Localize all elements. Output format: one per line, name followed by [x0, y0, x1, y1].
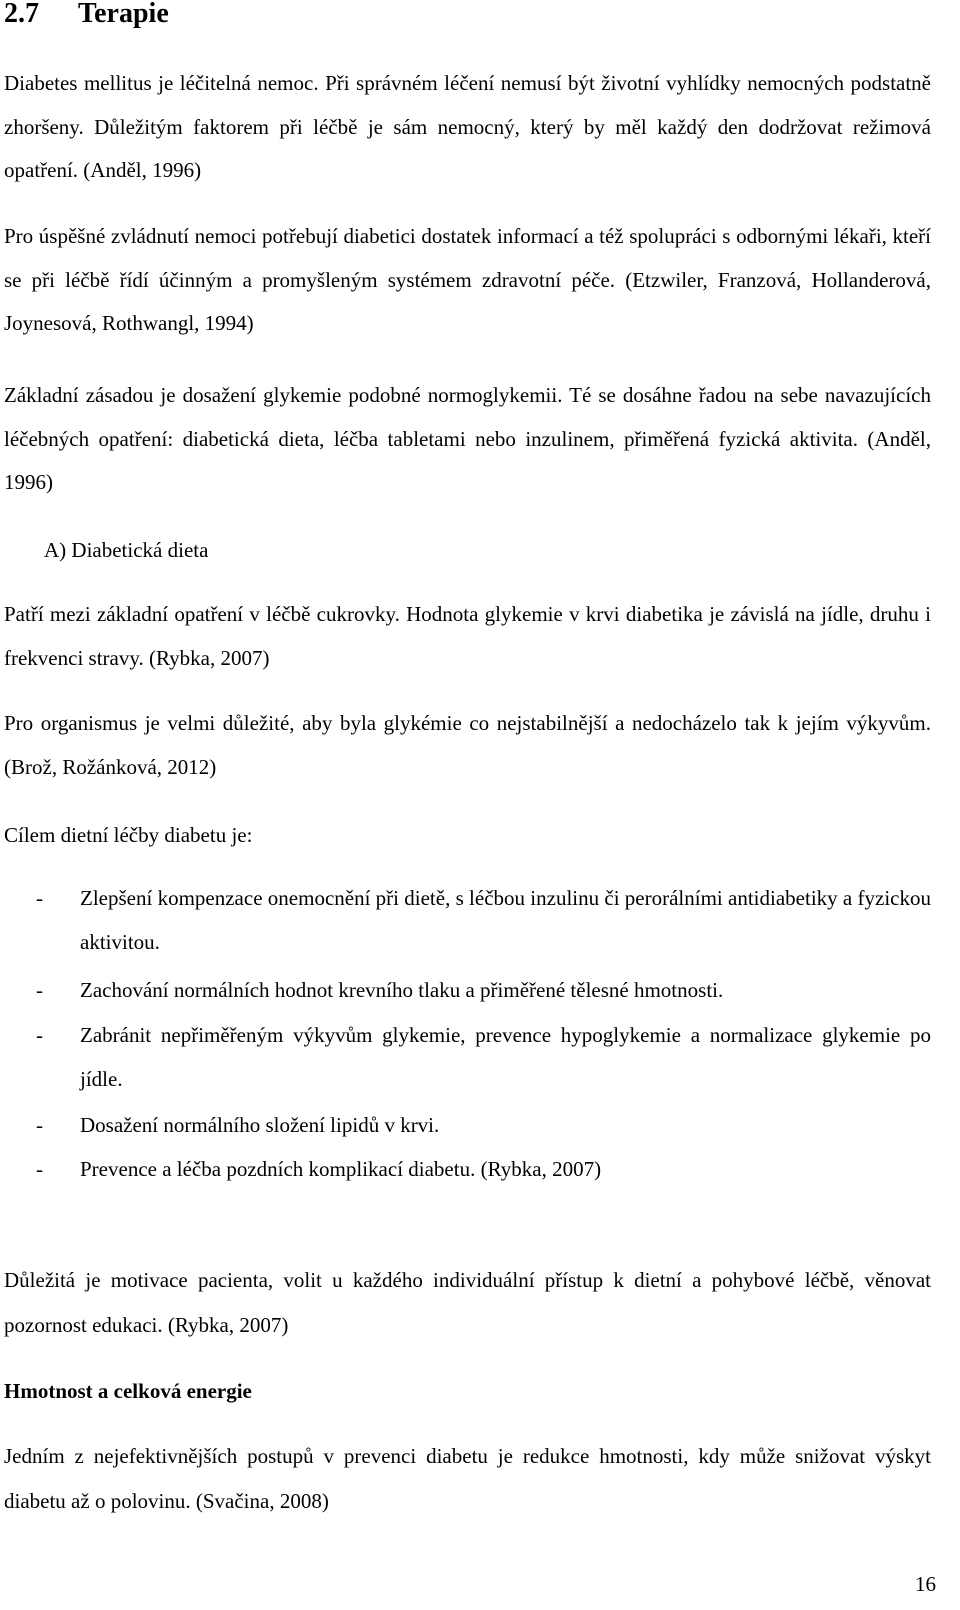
- list-dash: -: [36, 1113, 43, 1137]
- subheading-weight-energy: Hmotnost a celková energie: [4, 1379, 252, 1403]
- list-dash: -: [36, 1157, 43, 1181]
- list-item-text: Dosažení normálního složení lipidů v krvi.: [80, 1113, 440, 1137]
- paragraph-stability: Pro organismus je velmi důležité, aby byla glykémie co nejstabilnější a nedocházelo tak k jejím výkyvům. (Brož, Rožánková, 2012): [4, 711, 931, 779]
- list-dash: -: [36, 886, 43, 910]
- paragraph-weight-reduction: Jedním z nejefektivnějších postupů v prevenci diabetu je redukce hmotnosti, kdy může snižovat výskyt diabetu až o polovinu. (Svačina, 2008): [4, 1444, 931, 1513]
- section-heading: [4, 0, 169, 32]
- paragraph-diet-basis: Patří mezi základní opatření v léčbě cukrovky. Hodnota glykemie v krvi diabetika je závislá na jídle, druhu i frekvenci stravy. (Rybka, 2007): [4, 602, 931, 670]
- list-dash: -: [36, 1023, 43, 1047]
- goals-intro: Cílem dietní léčby diabetu je:: [4, 823, 253, 847]
- page-number: 16: [915, 1572, 936, 1596]
- paragraph-information: Pro úspěšné zvládnutí nemoci potřebují diabetici dostatek informací a též spolupráci s odbornými lékaři, kteří se při léčbě řídí účinným a promyšleným systémem zdravotní péče. (Etzwiler, Franzová, Hollanderová, Joynesová, Rothwangl, 1994): [4, 224, 931, 335]
- list-item-text: Zachování normálních hodnot krevního tlaku a přiměřené tělesné hmotnosti.: [80, 978, 724, 1002]
- list-item-text: Prevence a léčba pozdních komplikací diabetu. (Rybka, 2007): [80, 1157, 602, 1181]
- list-dash: -: [36, 978, 43, 1002]
- paragraph-intro: Diabetes mellitus je léčitelná nemoc. Při správném léčení nemusí být životní vyhlídky nemocných podstatně zhoršeny. Důležitým faktorem při léčbě je sám nemocný, který by měl každý den dodržovat režimová opatření. (Anděl, 1996): [4, 71, 931, 182]
- section-number: 2.7: [4, 0, 39, 29]
- subheading-diabetic-diet: A) Diabetická dieta: [44, 538, 209, 562]
- list-item-text: Zlepšení kompenzace onemocnění při dietě, s léčbou inzulinu či perorálními antidiabetiky a fyzickou aktivitou.: [80, 886, 931, 954]
- paragraph-principle: Základní zásadou je dosažení glykemie podobné normoglykemii. Té se dosáhne řadou na sebe navazujících léčebných opatření: diabetická dieta, léčba tabletami nebo inzulinem, přiměřená fyzická aktivita. (Anděl, 1996): [4, 383, 931, 494]
- list-item-text: Zabránit nepřiměřeným výkyvům glykemie, prevence hypoglykemie a normalizace glykemie po jídle.: [80, 1023, 931, 1091]
- paragraph-motivation: Důležitá je motivace pacienta, volit u každého individuální přístup k dietní a pohybové léčbě, věnovat pozornost edukaci. (Rybka, 2007): [4, 1268, 931, 1337]
- section-title: Terapie: [78, 0, 169, 29]
